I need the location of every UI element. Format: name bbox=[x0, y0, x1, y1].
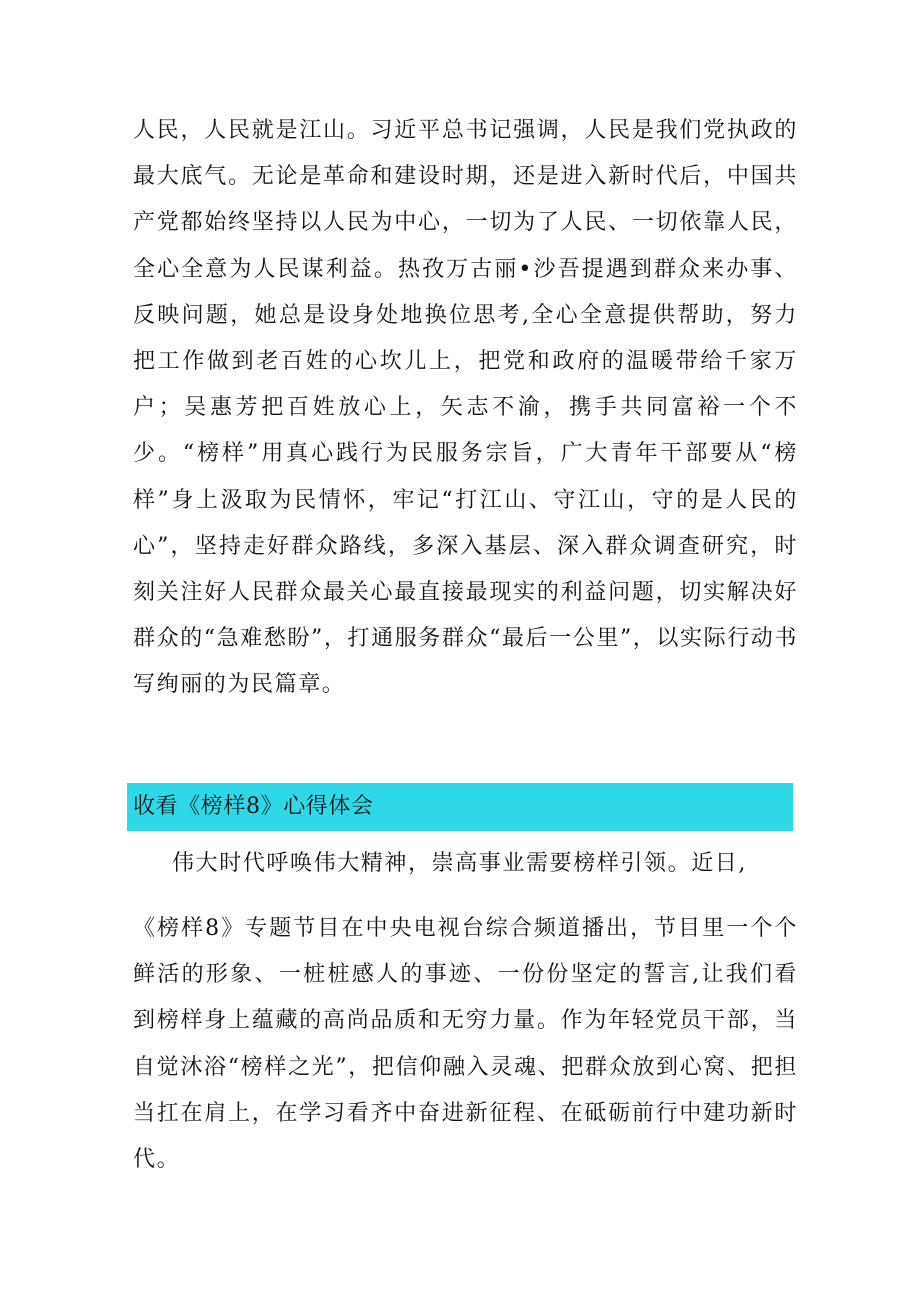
body-paragraph-3: 《榜样8》专题节目在中央电视台综合频道播出，节目里一个个鲜活的形象、一桩桩感人的事迹、一份份坚定的誓言,让我们看到榜样身上蕴藏的高尚品质和无穷力量。作为年轻党员干部，当自觉沐浴“榜样之光”，把信仰融入灵魂、把群众放到心窝、把担当扛在肩上，在学习看齐中奋进新征程、在砥砺前行中建功新时代。 bbox=[133, 916, 798, 1173]
body-paragraph-1: 人民，人民就是江山。习近平总书记强调，人民是我们党执政的最大底气。无论是革命和建设时期，还是进入新时代后，中国共产党都始终坚持以人民为中心，一切为了人民、一切依靠人民，全心全意为人民谋利益。热孜万古丽•沙吾提遇到群众来办事、反映问题，她总是设身处地换位思考,全心全意提供帮助，努力把工作做到老百姓的心坎儿上，把党和政府的温暖带给千家万户；吴惠芳把百姓放心上，矢志不渝，携手共同富裕一个不少。“榜样”用真心践行为民服务宗旨，广大青年干部要从“榜样”身上汲取为民情怀，牢记“打江山、守江山，守的是人民的心”，坚持走好群众路线，多深入基层、深入群众调查研究，时刻关注好人民群众最关心最直接最现实的利益问题，切实解决好群众的“急难愁盼”，打通服务群众“最后一公里”，以实际行动书写绚丽的为民篇章。 bbox=[133, 118, 798, 698]
body-paragraph-2: 伟大时代呼唤伟大精神，崇高事业需要榜样引领。近日, bbox=[172, 851, 747, 876]
section-heading: 收看《榜样8》心得体会 bbox=[133, 794, 374, 819]
section-heading-highlight bbox=[127, 783, 793, 831]
